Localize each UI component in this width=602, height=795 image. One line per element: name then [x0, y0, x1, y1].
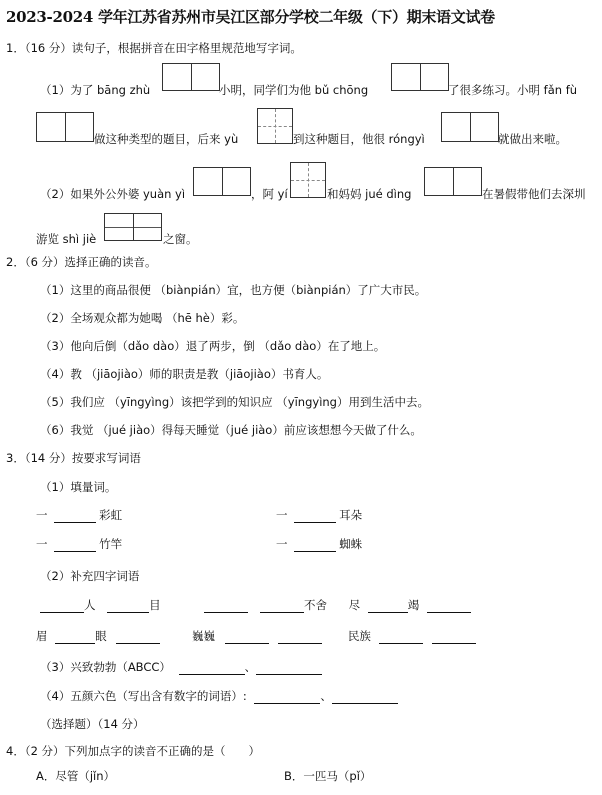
char-jie: 竭 [407, 598, 420, 612]
q2-item-4: （4）教 （jiāojiào）师的职责是教（jiāojiào）书育人。 [40, 367, 329, 381]
blank[interactable] [254, 691, 320, 704]
q4-option-a[interactable]: A．尽管（jǐn） [36, 769, 116, 783]
q2-item-5: （5）我们应 （yīngyìng）该把学到的知识应 （yīngyìng）用到生活中去。 [40, 395, 429, 409]
blank[interactable] [368, 600, 408, 613]
yi-label: 一 [36, 537, 48, 551]
q3-idiom-row-2 [36, 628, 476, 644]
q2-item-1: （1）这里的商品很便 （biànpián）宜，也方便（biànpián）了广大市民。 [40, 283, 427, 297]
q2-item-3: （3）他向后倒（dǎo dào）退了两步，倒 （dǎo dào）在了地上。 [40, 339, 386, 353]
question-3-header: 3．（14 分）按要求写词语 [6, 451, 141, 465]
writing-grid-yi[interactable] [290, 162, 326, 198]
writing-box-jueding[interactable] [424, 167, 482, 196]
blank[interactable] [116, 631, 160, 644]
q3-sub4 [40, 688, 398, 704]
q1-line2-text-b: 到这种题目，他很 róngyì [293, 132, 425, 146]
q2-item-6: （6）我觉 （jué jiào）得每天睡觉（jué jiào）前应该想想今天做了什么。 [40, 423, 422, 437]
q3-sub2: （2）补充四字词语 [40, 569, 140, 583]
blank[interactable] [332, 691, 398, 704]
yi-label: 一 [276, 508, 288, 522]
q3-idiom-row-1 [40, 597, 471, 613]
q3-measure-3 [36, 536, 122, 552]
q3-sub4-label: （4）五颜六色（写出含有数字的词语）: [40, 689, 247, 703]
word-caihong: 彩虹 [99, 508, 123, 522]
char-yan: 眼 [95, 629, 107, 643]
writing-box-buchong[interactable] [391, 63, 449, 91]
blank[interactable] [256, 662, 322, 675]
q1-line1-text-c: 了很多练习。小明 fǎn fù [448, 83, 578, 97]
writing-box-shijie[interactable] [104, 213, 162, 241]
q1-line4-text-a: 游览 shì jiè [36, 232, 97, 246]
blank[interactable] [294, 539, 336, 552]
blank[interactable] [260, 600, 304, 613]
q3-sub3-label: （3）兴致勃勃（ABCC） [40, 660, 171, 674]
word-zhugan: 竹竿 [99, 537, 123, 551]
writing-grid-yu[interactable] [257, 108, 293, 144]
q3-measure-2 [276, 507, 362, 523]
blank[interactable] [40, 600, 84, 613]
q1-line2-text-a: 做这种类型的题目，后来 yù [94, 132, 239, 146]
separator: 、 [244, 660, 257, 674]
q2-item-2: （2）全场观众都为她喝 （hē hè）彩。 [40, 311, 245, 325]
q3-measure-1 [36, 507, 122, 523]
word-weiwei: 巍巍 [191, 629, 215, 643]
blank[interactable] [54, 539, 96, 552]
q1-line3-text-b: ，阿 yí [251, 187, 288, 201]
blank[interactable] [225, 631, 269, 644]
q1-line2-text-c: 就做出来啦。 [498, 132, 567, 146]
q1-line1-text-b: 小明，同学们为他 bǔ chōng [219, 83, 369, 97]
blank[interactable] [427, 600, 471, 613]
q1-line3-text-d: 在暑假带他们去深圳 [482, 187, 586, 201]
char-mei: 眉 [36, 629, 48, 643]
blank[interactable] [204, 600, 248, 613]
writing-box-fanfu[interactable] [36, 112, 94, 142]
page-title: 2023-2024 学年江苏省苏州市吴江区部分学校二年级（下）期末语文试卷 [6, 8, 495, 26]
blank[interactable] [55, 631, 95, 644]
blank[interactable] [179, 662, 245, 675]
word-erduo: 耳朵 [339, 508, 363, 522]
q1-line3-text-c: 和妈妈 jué dìng [327, 187, 412, 201]
q3-sub3 [40, 659, 322, 675]
writing-box-yuanyi[interactable] [193, 167, 251, 196]
writing-box-rongyi[interactable] [441, 112, 499, 142]
char-mu: 目 [149, 598, 161, 612]
word-minzu: 民族 [347, 629, 371, 643]
separator: 、 [320, 689, 332, 703]
question-1-header: 1．（16 分）读句子，根据拼音在田字格里规范地写字词。 [6, 41, 302, 55]
blank[interactable] [294, 510, 336, 523]
q1-line1-text-a: （1）为了 bāng zhù [40, 83, 151, 97]
blank[interactable] [432, 631, 476, 644]
word-zhizhu: 蜘蛛 [339, 537, 363, 551]
yi-label: 一 [276, 537, 288, 551]
char-ren: 人 [84, 598, 96, 612]
yi-label: 一 [36, 508, 48, 522]
blank[interactable] [379, 631, 423, 644]
q1-line3-text-a: （2）如果外公外婆 yuàn yì [40, 187, 186, 201]
question-4-header: 4．（2 分）下列加点字的读音不正确的是（ ） [6, 744, 261, 758]
word-bushe: 不舍 [303, 598, 327, 612]
q3-measure-4 [276, 536, 362, 552]
char-jin: 尽 [348, 598, 361, 612]
q1-line4-text-b: 之窗。 [163, 232, 198, 246]
choice-section-label: （选择题）（14 分） [40, 717, 145, 731]
blank[interactable] [107, 600, 149, 613]
q3-sub1: （1）填量词。 [40, 480, 117, 494]
q4-option-b[interactable]: B．一匹马（pǐ） [284, 769, 372, 783]
blank[interactable] [54, 510, 96, 523]
question-2-header: 2．（6 分）选择正确的读音。 [6, 255, 157, 269]
writing-box-bangzhu[interactable] [162, 63, 220, 91]
blank[interactable] [278, 631, 322, 644]
